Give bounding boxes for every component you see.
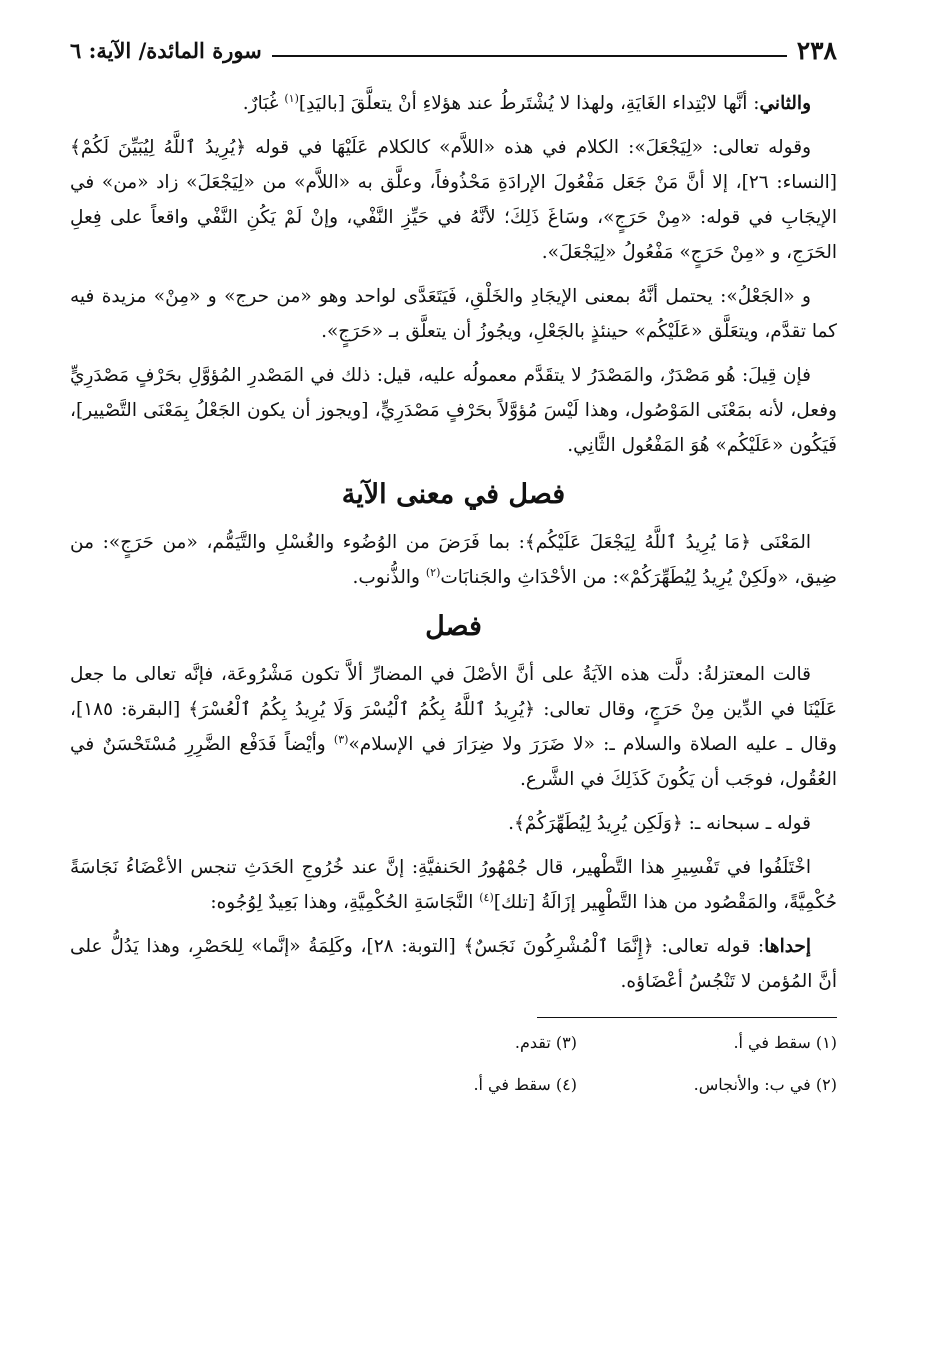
section-heading: فصل (425, 611, 482, 642)
paragraph: قوله ـ سبحانه ـ: ﴿وَلَكِن يُرِيدُ لِيُطَهِّرَكُمْ﴾. (508, 813, 811, 834)
paragraph-lead: إحداها (764, 936, 811, 957)
paragraph (70, 929, 837, 999)
footnote-ref[interactable]: (٣) (333, 732, 349, 746)
paragraph-text: المَعْنَى ﴿مَا يُرِيدُ ٱللَّهُ لِيَجْعَلَ عَلَيْكُم﴾: بما فَرَضَ من الوُضُوء والغُسْلِ والتَّيَمُّم، «من حَرَجٍ»: من ضِيق، «ولَكِنْ يُرِيدُ لِيُطَهِّرَكُمْ»: من الأحْدَاثِ والجَنابَات (70, 532, 837, 588)
footnote-label: (٣) (555, 1033, 577, 1052)
footnote (577, 1030, 837, 1056)
footnote-label: (١) (815, 1033, 837, 1052)
paragraph: فإن قِيلَ: هُو مَصْدَرٌ، والمَصْدَرُ لا يتقَدَّم معمولُه عليه، قيل: ذلك في المَصْدرِ المُؤوَّلِ بحَرْفٍ مَصْدَرِيٍّ وفعل، لأنه بمَعْنَى المَوْصُول، وهذا لَيْسَ مُؤوَّلاً بحَرْفٍ مَصْدَرِيٍّ، [ويجوز أن يكون الجَعْلُ بِمَعْنَى التَّصْيير]، فَيَكُون «عَلَيْكُم» هُوَ المَفْعُول الثَّانِي. (70, 365, 837, 456)
header-rule (272, 55, 787, 57)
paragraph-text: : أنَّها لابْتِداء الغَايَةِ، ولهذا لا يُشْتَرطُ عند هؤلاءِ أنْ يتعلَّقَ [باليَدِ] (298, 93, 760, 114)
paragraph-text: اخْتَلَفُوا في تَفْسِيرِ هذا التَّطْهير، قال جُمْهُورُ الحَنفيَّةِ: إنَّ عند خُرُوجِ الحَدَثِ تنجس الأعْضَاءُ نَجَاسَةً حُكْمِيَّةً، والمَقْصُود من هذا التَّطْهِير إزَالَةُ [تلك] (70, 857, 837, 913)
footnote (577, 1072, 837, 1098)
footnote-ref[interactable]: (١) (284, 91, 299, 105)
footnotes (317, 1030, 837, 1098)
footnote-ref[interactable]: (٢) (425, 565, 441, 579)
footnote-text: سقط في أ. (733, 1033, 811, 1052)
paragraph-text: قالت المعتزلةُ: دلَّت هذه الآيَةُ على أنَّ الأصْلَ في المضارِّ ألاَّ تكون مَشْرُوعَة، فإنَّه تعالى ما جعل عَلَيْنَا في الدِّين مِنْ حَرَجٍ، وقال تعالى: ﴿يُرِيدُ ٱللَّهُ بِكُمُ ٱلْيُسْرَ وَلَا يُرِيدُ بِكُمُ ٱلْعُسْرَ﴾ [البقرة: ١٨٥]، وقال ـ عليه الصلاة والسلام ـ: «لا ضَرَرَ ولا ضِرَارَ في الإسلام» (70, 664, 837, 755)
running-header (70, 28, 837, 72)
footnote (317, 1030, 577, 1056)
footnote-separator (537, 1017, 837, 1018)
paragraph (70, 850, 837, 920)
paragraph-tail: والذُّنوب. (352, 567, 426, 588)
main-text (70, 86, 837, 999)
footnote (317, 1072, 577, 1098)
paragraph-tail: غُبَارٌ. (242, 93, 285, 114)
paragraph-text: : قوله تعالى: ﴿إِنَّمَا ٱلْمُشْرِكُونَ نَجَسٌ﴾ [التوبة: ٢٨]، وكَلِمَةُ «إنَّما» لِلحَصْرِ، وهذا يَدُلُّ على أنَّ المُؤمن لا تَنْجُسُ أعْضَاؤه. (70, 936, 837, 992)
footnote-text: في ب: والأنجاس. (693, 1075, 811, 1094)
paragraph (70, 86, 837, 121)
section-heading: فصل في معنى الآية (341, 479, 566, 510)
page-number: ٢٣٨ (796, 35, 837, 65)
footnote-ref[interactable]: (٤) (479, 890, 494, 904)
paragraph-tail: وأيْضاً فَدَفْع الضَّرِرِ مُسْتَحْسَنٌ في العُقُول، فوجَب أن يَكُونَ كَذَلِكَ في الشَّرع. (70, 734, 837, 790)
paragraph: وقوله تعالى: «لِيَجْعَلَ»: الكلام في هذه «اللاَّم» كالكلام عَلَيْهَا في قوله ﴿يُرِيدُ ٱللَّهُ لِيُبَيِّنَ لَكُمْ﴾ [النساء: ٢٦]، إلا أنَّ مَنْ جَعَل مَفْعُولَ الإرادَةِ مَحْذُوفاً، وعلَّق به «اللاَّم» من «لِيَجْعَلَ» زاد «من» في الإيجَابِ في قوله: «مِنْ حَرَجٍ»، وسَاغَ ذَلِكَ؛ لأنَّهُ في حَيِّزِ النَّفْي، وإنْ لَمْ يَكُنِ النَّفْي واقعاً على فِعلِ الحَرَجِ، و «مِنْ حَرَجٍ» مَفْعُولُ «لِيَجْعَلَ». (70, 137, 837, 263)
paragraph (70, 525, 837, 595)
paragraph-tail: النَّجَاسَةِ الحُكْمِيَّةِ، وهذا بَعِيدٌ لِوُجُوه: (210, 892, 480, 913)
footnote-text: سقط في أ. (473, 1075, 551, 1094)
paragraph: و «الجَعْلُ»: يحتمل أنَّهُ بمعنى الإيجَادِ والخَلْقِ، فَيَتَعَدَّى لواحد وهو «من حرج» و «مِنْ» مزيدة فيه كما تقدَّم، ويتعَلَّق «عَلَيْكُم» حينئذٍ بالجَعْلِ، ويجُوزُ أن يتعلَّق بـ «حَرَجٍ». (70, 286, 837, 342)
paragraph (70, 657, 837, 797)
surah-title: سورة المائدة/ الآية: ٦ (70, 37, 262, 63)
footnote-label: (٤) (555, 1075, 577, 1094)
footnote-text: تقدم. (514, 1033, 551, 1052)
footnote-label: (٢) (815, 1075, 837, 1094)
paragraph-lead: والثاني (759, 93, 811, 114)
